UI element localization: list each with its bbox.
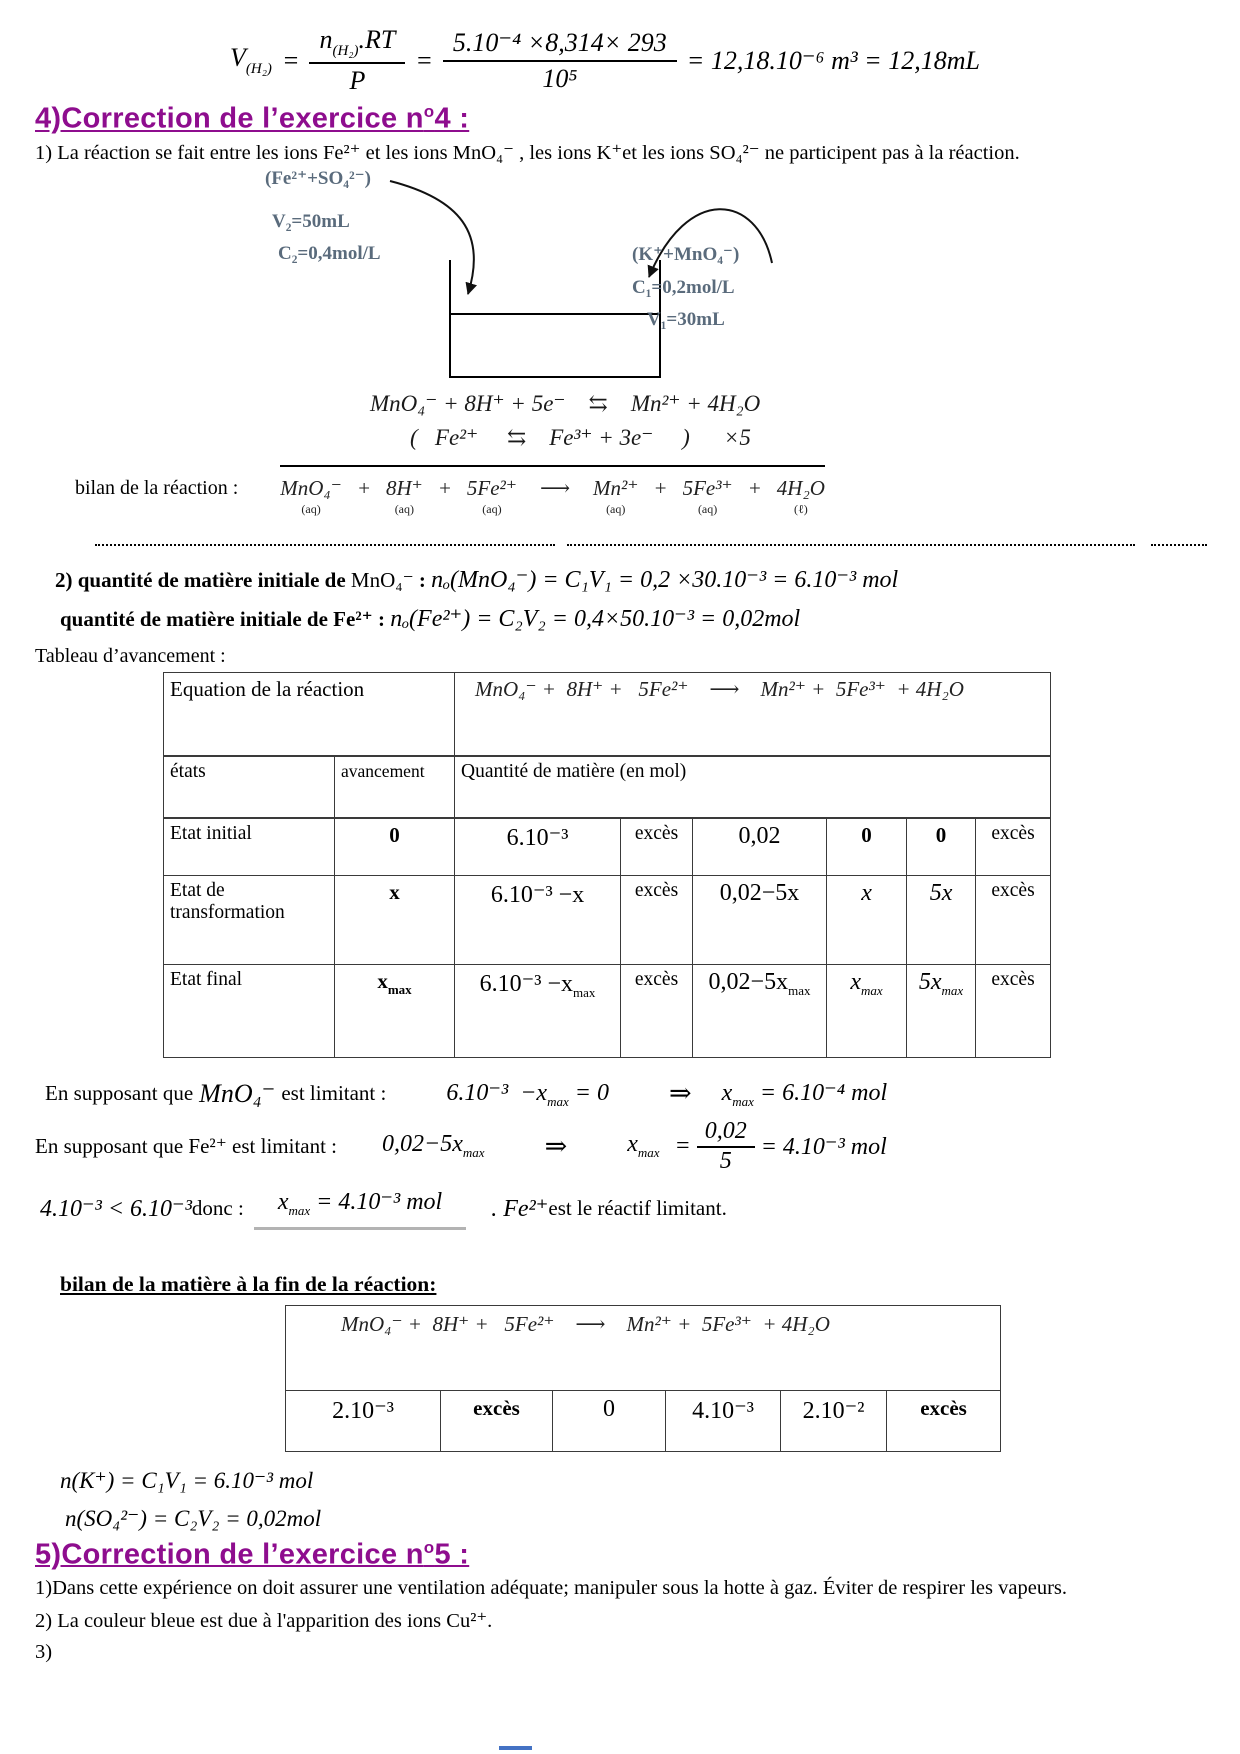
multiplier: ×5 — [723, 424, 751, 450]
equation-cell: MnO₄⁻ + 8H⁺ + 5Fe²⁺ ⟶ Mn²⁺ + 5Fe³⁺ + 4H₂O — [455, 672, 1051, 756]
quantity-cell: 6.10⁻³ — [455, 818, 621, 876]
dotted-line — [95, 541, 555, 546]
pour-arrow-left — [390, 181, 474, 294]
volume-h2-formula — [230, 25, 1205, 96]
left-volume-label: V₂=50mL — [272, 210, 350, 232]
table-row — [164, 875, 1051, 964]
quantity-cell: excès — [621, 818, 693, 876]
final-quantity-cell: excès — [887, 1390, 1001, 1451]
dotted-line — [567, 541, 1135, 546]
fraction-nrt-over-p: $\frac{n_{(H_2)}.RT}{P}$ — [309, 25, 405, 96]
section5-answer2: 2) La couleur bleue est due à l'apparition des ions Cu²⁺. — [35, 1610, 493, 1633]
quantity-cell: excès — [976, 875, 1051, 964]
quantity-cell: $6.10^{-3} -x_{max}$ — [455, 964, 621, 1057]
table-row — [164, 756, 1051, 818]
xmax-result-underlined: $x_{max} = 4.10^{-3}$ mol — [254, 1187, 466, 1230]
quantity-cell: 5x — [907, 875, 976, 964]
reduction-half-equation: MnO₄⁻ + 8H⁺ + 5e⁻ ⇆ Mn²⁺ + 4H₂O — [370, 390, 761, 416]
quantity-cell: x — [827, 875, 907, 964]
quantity-header-cell: Quantité de matière (en mol) — [455, 756, 1051, 818]
final-quantity-cell: 0 — [553, 1390, 666, 1451]
equation-label-cell: Equation de la réaction — [164, 672, 455, 756]
dotted-line — [1151, 541, 1207, 546]
table-row — [164, 672, 1051, 756]
state-label-cell: Etat de transformation — [164, 875, 335, 964]
beaker-drawing — [35, 167, 1205, 385]
table-row — [164, 964, 1051, 1057]
quantity-cell: excès — [621, 875, 693, 964]
quantity-cell: excès — [621, 964, 693, 1057]
quantity-cell: excès — [976, 818, 1051, 876]
balance-equation: MnO₄⁻ (aq) + 8H⁺ (aq) + 5Fe²⁺ (aq) ⟶ Mn²⁺ (aq) + 5Fe³⁺ (aq) + 4H₂O (ℓ) — [280, 465, 825, 517]
potassium-quantity: n(K⁺) = C₁V₁ = 6.10⁻³ mol — [60, 1467, 314, 1493]
final-balance-table — [285, 1305, 1001, 1452]
dotted-separator — [35, 533, 1205, 551]
reaction-balance — [35, 465, 1205, 517]
footer-mark — [499, 1746, 532, 1750]
quantity-cell: excès — [976, 964, 1051, 1057]
section4-heading: 4)Correction de l’exercice $n^o4$ : — [35, 102, 470, 135]
limiting-conclusion: 4.10⁻³ < 6.10⁻³ donc : $x_{max} = 4.10^{-3}$ mol . Fe²⁺ est le réactif limitant. — [40, 1187, 1205, 1230]
balance-label: bilan de la réaction : — [75, 476, 239, 499]
table-row — [286, 1305, 1001, 1390]
section5-heading: 5)Correction de l’exercice $n^o5$ : — [35, 1537, 470, 1571]
implies-arrow: ⇒ — [668, 1078, 692, 1109]
final-quantity-cell: 2.10⁻³ — [286, 1390, 441, 1451]
implies-arrow: ⇒ — [544, 1130, 568, 1161]
state-label-cell: Etat final — [164, 964, 335, 1057]
quantity-cell: 0 — [907, 818, 976, 876]
limiting-hypothesis-fe: En supposant que Fe²⁺ est limitant : $0,02-5x_{max}$ ⇒ $x_{max}$ = $\frac{0,02}{5}$ = 4.10⁻³ mol — [35, 1117, 887, 1174]
experiment-diagram — [35, 167, 1205, 385]
quantity-cell: 0 — [827, 818, 907, 876]
quantity-cell: $5x_{max}$ — [907, 964, 976, 1057]
avancement-header-cell: avancement — [335, 756, 455, 818]
equals-sign: = — [415, 45, 433, 75]
oxidation-half-equation: ( Fe²⁺ ⇆ Fe³⁺ + 3e⁻ ) ×5 — [410, 424, 751, 450]
section4-intro: 1) La réaction se fait entre les ions Fe²⁺ et les ions MnO₄⁻ , les ions K⁺et les ions SO₄²⁻ ne participent pas à la réaction. — [35, 141, 1020, 164]
table-row — [286, 1390, 1001, 1451]
right-concentration-label: C₁=0,2mol/L — [632, 276, 735, 298]
reaction-arrow: ⟶ — [539, 475, 571, 500]
final-quantity-cell: 2.10⁻² — [781, 1390, 887, 1451]
limiting-hypothesis-mno4: En supposant que MnO₄⁻ est limitant : $6.10^{-3} -x_{max} = 0$ ⇒ $x_{max} = 6.10^{-4}$ mol — [45, 1078, 888, 1109]
beaker-outline — [450, 260, 660, 377]
quantity-cell: 6.10⁻³ −x — [455, 875, 621, 964]
avancement-cell: $x_{max}$ — [335, 964, 455, 1057]
etats-header-cell: états — [164, 756, 335, 818]
left-solution-label: (Fe²⁺+SO₄²⁻) — [265, 167, 372, 189]
avancement-cell: 0 — [335, 818, 455, 876]
avancement-table — [163, 672, 1051, 1058]
right-solution-label: (K⁺+MnO₄⁻) — [632, 243, 740, 265]
avancement-table-label: Tableau d’avancement : — [35, 644, 226, 667]
table-row — [164, 818, 1051, 876]
equation-cell: MnO₄⁻ + 8H⁺ + 5Fe²⁺ ⟶ Mn²⁺ + 5Fe³⁺ + 4H₂O — [286, 1305, 1001, 1390]
initial-quantity-fe: quantité de matière initiale de Fe²⁺ : nₒ(Fe²⁺) = C₂V₂ = 0,4×50.10⁻³ = 0,02mol — [60, 605, 801, 632]
formula-result: = 12,18.10⁻⁶ m³ = 12,18mL — [686, 45, 980, 75]
initial-quantity-mno4: 2) quantité de matière initiale de MnO₄⁻ : nₒ(MnO₄⁻) = C₁V₁ = 0,2 ×30.10⁻³ = 6.10⁻³ mol — [55, 566, 899, 593]
quantity-cell: $x_{max}$ — [827, 964, 907, 1057]
equals-sign: = — [281, 45, 300, 75]
state-label-cell: Etat initial — [164, 818, 335, 876]
section5-answer1: 1)Dans cette expérience on doit assurer une ventilation adéquate; manipuler sous la hotte à gaz. Éviter de respirer les vapeurs. — [35, 1577, 1068, 1600]
fraction-numeric: $\frac{\text{5.10⁻⁴ ×8,314× 293}}{\text{10⁵}}$ — [443, 28, 677, 94]
final-balance-label: bilan de la matière à la fin de la réaction: — [60, 1271, 437, 1296]
final-quantity-cell: excès — [441, 1390, 553, 1451]
final-quantity-cell: 4.10⁻³ — [666, 1390, 781, 1451]
quantity-cell: 0,02 — [693, 818, 827, 876]
section5-answer3: 3) — [35, 1641, 53, 1664]
quantity-cell: $0,02-5x_{max}$ — [693, 964, 827, 1057]
right-volume-label: V₁=30mL — [647, 308, 725, 330]
avancement-cell: x — [335, 875, 455, 964]
fraction-002-over-5: $\frac{0,02}{5}$ — [697, 1118, 755, 1175]
sulfate-quantity: n(SO₄²⁻) = C₂V₂ = 0,02mol — [65, 1505, 322, 1531]
formula-lhs: $V_{(H_2)}$ — [230, 43, 272, 77]
left-concentration-label: C₂=0,4mol/L — [278, 242, 381, 264]
quantity-cell: 0,02−5x — [693, 875, 827, 964]
